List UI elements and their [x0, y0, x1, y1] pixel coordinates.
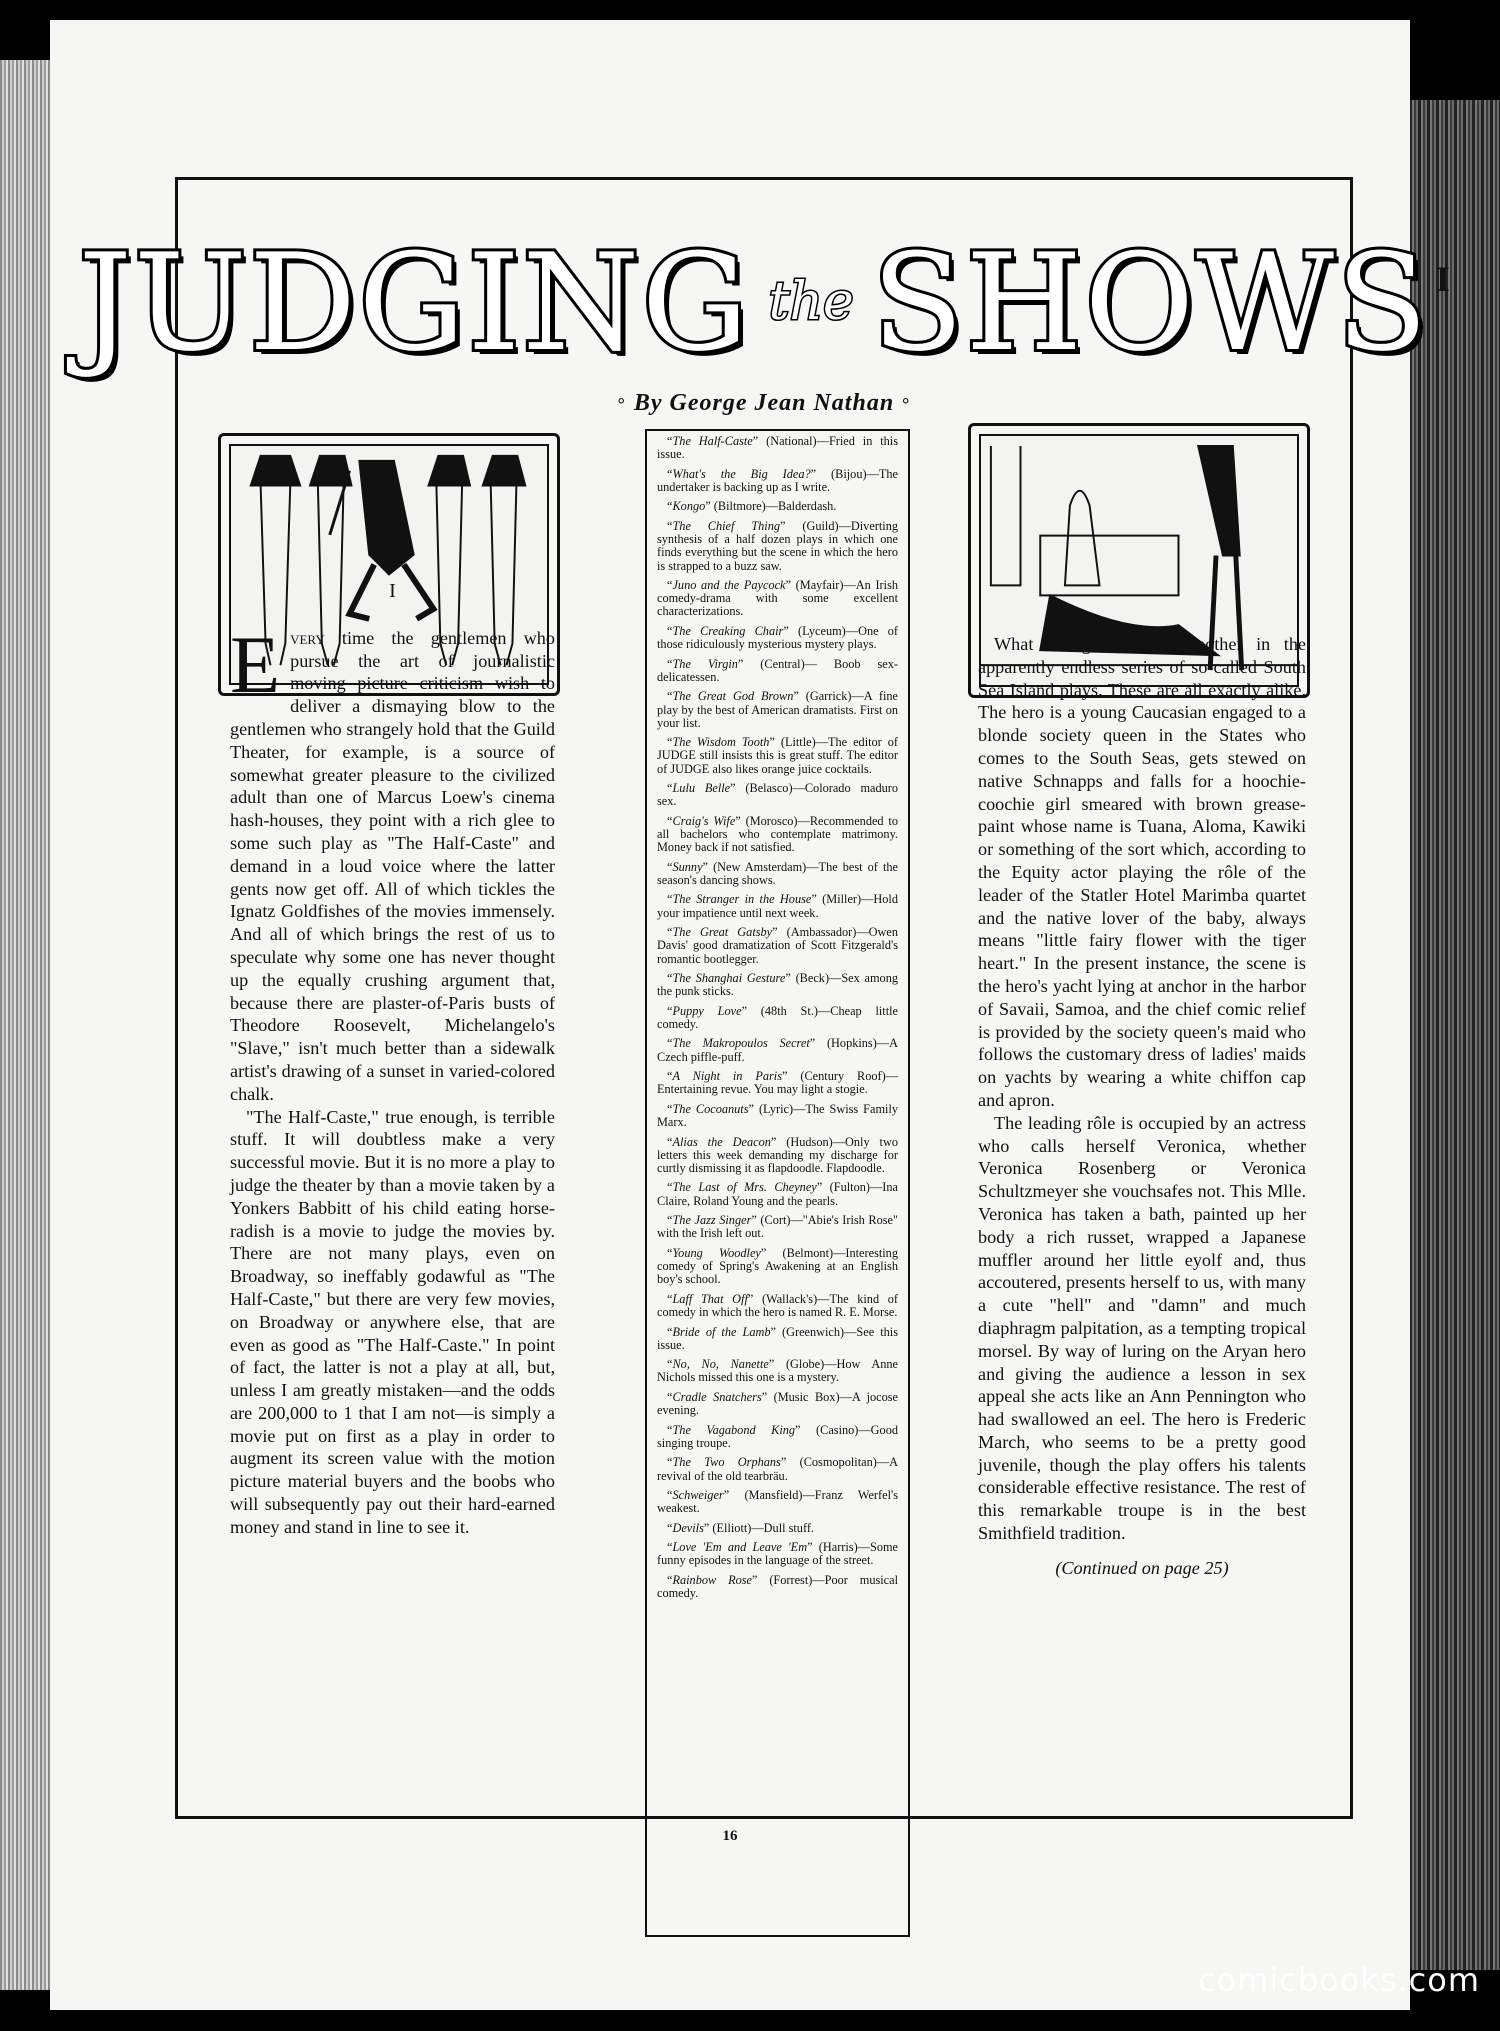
show-title: No, No, Nanette: [672, 1357, 769, 1372]
show-title: The Stranger in the House: [672, 892, 812, 907]
show-review: (48th St.)—Cheap little comedy.: [657, 1003, 898, 1031]
show-entry: “The Great Gatsby” (Ambassador)—Owen Davis' good dramatization of Scott Fitzgerald's romantic bootlegger.: [657, 925, 898, 966]
show-title: Lulu Belle: [672, 781, 731, 796]
show-review: (Central)— Boob sex-delicatessen.: [657, 656, 898, 684]
show-entry: “The Shanghai Gesture” (Beck)—Sex among the punk sticks.: [657, 971, 898, 999]
title-judging: JUDGING: [78, 225, 751, 381]
show-title: The Makropoulos Secret: [672, 1036, 810, 1051]
show-entry: “The Vagabond King” (Casino)—Good singing troupe.: [657, 1422, 898, 1450]
show-title: The Great Gatsby: [672, 925, 773, 940]
left-column: [230, 580, 555, 1539]
show-entry: “The Jazz Singer” (Cort)—"Abie's Irish Rose" with the Irish left out.: [657, 1213, 898, 1241]
show-review: (Guild)—Diverting synthesis of a half dozen plays in which one finds everything but the scene in which the hero is strapped to a buzz saw.: [657, 518, 899, 573]
show-title: The Cocoanuts: [672, 1101, 749, 1116]
show-title: Schweiger: [672, 1488, 724, 1503]
drop-cap: E: [230, 618, 281, 710]
show-title: Devils: [672, 1520, 704, 1535]
show-title: Love 'Em and Leave 'Em: [672, 1540, 808, 1555]
show-entry: “No, No, Nanette” (Globe)—How Anne Nichols missed this one is a mystery.: [657, 1357, 898, 1385]
show-review: (Century Roof)—Entertaining revue. You may light a stogie.: [657, 1069, 898, 1097]
show-entry: “Bride of the Lamb” (Greenwich)—See this issue.: [657, 1324, 898, 1352]
show-title: Young Woodley: [672, 1245, 761, 1260]
show-review: (Mansfield)—Franz Werfel's weakest.: [657, 1488, 898, 1516]
show-review: (Miller)—Hold your impatience until next week.: [657, 892, 898, 920]
show-title: A Night in Paris: [672, 1069, 783, 1084]
show-title: The Vagabond King: [672, 1422, 796, 1437]
show-title: The Wisdom Tooth: [672, 735, 770, 750]
show-title: The Half-Caste: [672, 434, 753, 448]
show-entry: “Craig's Wife” (Morosco)—Recommended to all bachelors who contemplate matrimony. Money back if not satisfied.: [657, 813, 898, 855]
watermark: comicbooks.com: [1197, 1961, 1480, 1999]
show-title: The Great God Brown: [672, 689, 794, 704]
show-entry: “A Night in Paris” (Century Roof)—Entertaining revue. You may light a stogie.: [657, 1069, 898, 1097]
show-review: (Hudson)—Only two letters this week demanding my discharge for curtly dismissing it as flapdoodle. Flapdoodle.: [657, 1134, 898, 1175]
show-title: Bride of the Lamb: [672, 1324, 771, 1339]
show-entry: “Lulu Belle” (Belasco)—Colorado maduro sex.: [657, 781, 899, 809]
show-entry: “Juno and the Paycock” (Mayfair)—An Irish comedy-drama with some excellent characterizations.: [657, 578, 898, 619]
continued-note: (Continued on page 25): [1055, 1557, 1229, 1578]
title-the: the: [768, 272, 854, 332]
show-entry: “Puppy Love” (48th St.)—Cheap little comedy.: [657, 1003, 898, 1031]
show-entry: “Young Woodley” (Belmont)—Interesting comedy of Spring's Awakening at an English boy's school.: [657, 1245, 898, 1287]
show-review: (Wallack's)—The kind of comedy in which the hero is named R. E. Morse.: [657, 1291, 898, 1319]
show-title: The Chief Thing: [672, 518, 781, 533]
show-title: The Jazz Singer: [672, 1213, 752, 1228]
show-title: What's the Big Idea?: [672, 466, 811, 481]
show-title: Craig's Wife: [672, 813, 736, 828]
paragraph-text: time the gentlemen who pursue the art of journalistic moving picture criticism wish to deliver a dismaying blow to the gentlemen who strangely hold that the Guild Theater, for example, is a source of somewhat greater pleasure to the civilized adult than one of Marcus Loew's cinema hash-houses, they point with a rich glee to some such play as "The Half-Caste" and demand in a loud voice where the latter gents now get off. All of which tickles the Ignatz Goldfishes of the movies immensely. And all of which brings the rest of us to speculate why some one has never thought up the equally crushing argument that, because there are plaster-of-Paris busts of Theodore Roosevelt, Michelangelo's "Slave," isn't much better than a sidewalk artist's drawing of a sunset in varied-colored chalk.: [230, 627, 555, 1104]
section-number: I: [389, 580, 396, 602]
title-roman-numeral: I: [1435, 259, 1450, 299]
show-entry: “The Great God Brown” (Garrick)—A fine play by the best of American dramatists. First on your list.: [657, 689, 898, 730]
show-title: Cradle Snatchers: [672, 1389, 762, 1404]
show-title: Laff That Off: [672, 1291, 748, 1306]
show-entry: “Love 'Em and Leave 'Em” (Harris)—Some funny episodes in the language of the street.: [657, 1540, 898, 1568]
show-entry: “The Makropoulos Secret” (Hopkins)—A Czech piffle-puff.: [657, 1036, 898, 1064]
show-review: (Elliott)—Dull stuff.: [709, 1520, 814, 1535]
show-title: The Shanghai Gesture: [672, 971, 786, 986]
show-review: (Lyceum)—One of those ridiculously mysterious mystery plays.: [657, 623, 898, 652]
page-number: 16: [722, 1828, 738, 1844]
show-title: The Virgin: [672, 656, 738, 671]
show-review: (Globe)—How Anne Nichols missed this one is a mystery.: [657, 1357, 898, 1385]
show-entry: “The Half-Caste” (National)—Fried in this issue.: [657, 434, 898, 462]
lead-small-caps: very: [290, 627, 325, 648]
show-title: The Two Orphans: [672, 1455, 781, 1470]
show-review: (Garrick)—A fine play by the best of American dramatists. First on your list.: [657, 689, 898, 730]
right-column: [978, 633, 1306, 1580]
show-review: (Ambassador)—Owen Davis' good dramatization of Scott Fitzgerald's romantic bootlegger.: [657, 925, 898, 966]
show-review: (Bijou)—The undertaker is backing up as I write.: [657, 466, 898, 494]
show-entry: “The Wisdom Tooth” (Little)—The editor of JUDGE still insists this is great stuff. The editor of JUDGE also likes orange juice cocktails.: [657, 735, 899, 776]
show-title: The Creaking Chair: [672, 623, 784, 638]
article-paragraph: The leading rôle is occupied by an actress who calls herself Veronica, whether Veronica Rosenberg or Veronica Schultzmeyer she vouchsafes not. This Mlle. Veronica has taken a bath, painted up her body a rich russet, wrapped a Japanese muffler around her little eyolf and, thus accoutered, presents herself to us, with many a cute "hell" and "damn" and much diaphragm palpitation, as a tempting tropical morsel. By way of luring on the Aryan hero and giving the audience a lesson in sex appeal she acts like an Ann Pennington who had swallowed an eel. The hero is Frederic March, who seems to be a pretty good juvenile, though the play offers his talents considerable effective resistance. The rest of this remarkable troupe is in the best Smithfield tradition.: [978, 1112, 1306, 1544]
byline: [178, 390, 1350, 417]
ornament-dot-icon: °: [617, 394, 626, 414]
show-entry: “Kongo” (Biltmore)—Balderdash.: [667, 499, 837, 514]
show-title: Puppy Love: [672, 1003, 742, 1018]
show-review: (Harris)—Some funny episodes in the language of the street.: [657, 1540, 898, 1568]
show-entry: “The Stranger in the House” (Miller)—Hold your impatience until next week.: [657, 892, 898, 920]
title-shows: SHOWS: [871, 225, 1430, 381]
show-entry: “The Creaking Chair” (Lyceum)—One of those ridiculously mysterious mystery plays.: [657, 623, 898, 652]
article-frame: [78, 177, 1450, 1819]
show-entry: “The Chief Thing” (Guild)—Diverting synthesis of a half dozen plays in which one finds everything but the scene in which the hero is strapped to a buzz saw.: [657, 518, 899, 573]
show-review: (Morosco)—Recommended to all bachelors who contemplate matrimony. Money back if not satisfied.: [657, 813, 898, 855]
show-entry: “Laff That Off” (Wallack's)—The kind of comedy in which the hero is named R. E. Morse.: [657, 1291, 898, 1319]
show-review: (Forrest)—Poor musical comedy.: [657, 1572, 899, 1601]
show-review: (Little)—The editor of JUDGE still insists this is great stuff. The editor of JUDGE also likes orange juice cocktails.: [657, 735, 899, 776]
show-review: (Casino)—Good singing troupe.: [657, 1422, 898, 1450]
show-review: (Belmont)—Interesting comedy of Spring's Awakening at an English boy's school.: [657, 1245, 898, 1287]
ornament-dot-icon: °: [902, 394, 911, 414]
show-entry: “Alias the Deacon” (Hudson)—Only two letters this week demanding my discharge for curtly dismissing it as flapdoodle. Flapdoodle.: [657, 1134, 898, 1175]
show-entry: “The Last of Mrs. Cheyney” (Fulton)—Ina Claire, Roland Young and the pearls.: [657, 1180, 898, 1208]
show-entry: “Devils” (Elliott)—Dull stuff.: [667, 1520, 814, 1535]
show-entry: “Cradle Snatchers” (Music Box)—A jocose evening.: [657, 1389, 898, 1418]
show-entry: “The Cocoanuts” (Lyric)—The Swiss Family Marx.: [657, 1101, 899, 1130]
show-review: (Cosmopolitan)—A revival of the old tearbräu.: [657, 1455, 898, 1483]
show-review: (Cort)—"Abie's Irish Rose" with the Irish left out.: [657, 1213, 898, 1241]
show-title: Alias the Deacon: [672, 1134, 771, 1149]
show-entry: “What's the Big Idea?” (Bijou)—The undertaker is backing up as I write.: [657, 466, 898, 494]
show-entry: “The Two Orphans” (Cosmopolitan)—A revival of the old tearbräu.: [657, 1455, 898, 1483]
show-title: Rainbow Rose: [672, 1572, 752, 1587]
show-title: Kongo: [672, 499, 706, 514]
show-review: (New Amsterdam)—The best of the season's dancing shows.: [657, 859, 898, 887]
show-review: (Lyric)—The Swiss Family Marx.: [657, 1101, 899, 1130]
show-review: (Belasco)—Colorado maduro sex.: [657, 781, 899, 809]
show-entry: “Schweiger” (Mansfield)—Franz Werfel's weakest.: [657, 1488, 898, 1516]
show-review: (Greenwich)—See this issue.: [657, 1324, 898, 1352]
show-review: (Music Box)—A jocose evening.: [657, 1389, 898, 1418]
show-entry: “Rainbow Rose” (Forrest)—Poor musical comedy.: [657, 1572, 899, 1601]
byline-text: By George Jean Nathan: [633, 390, 895, 416]
show-entry: “Sunny” (New Amsterdam)—The best of the season's dancing shows.: [657, 859, 898, 887]
current-shows-list: [645, 429, 910, 1937]
show-review: (Fulton)—Ina Claire, Roland Young and the pearls.: [657, 1180, 898, 1208]
show-title: The Last of Mrs. Cheyney: [672, 1180, 817, 1195]
show-review: (Mayfair)—An Irish comedy-drama with some excellent characterizations.: [657, 578, 898, 619]
article-paragraph: "The Half-Caste," true enough, is terrible stuff. It will doubtless make a very successful movie. But it is no more a play to judge the theater by than a movie taken by a Yonkers Babbitt of his child eating horse-radish is a movie to judge the movies by. There are not many plays, even on Broadway, so ineffably godawful as "The Half-Caste," but there are very few movies, on Broadway or anywhere else, that are even as good as "The Half-Caste." In point of fact, the latter is not a play at all, but, unless I am greatly mistaken—and the odds are 200,000 to 1 that I am not—is simply a movie put on first as a play in order to augment its screen value with the motion picture material buyers and the boobs who will subsequently pay out their hard-earned money and stand in line to see it.: [230, 1106, 555, 1537]
show-review: (National)—Fried in this issue.: [657, 434, 898, 462]
article-paragraph: What we get here is another in the apparently endless series of so-called South Sea Island plays. These are all exactly alike. The hero is a young Caucasian engaged to a blonde society queen in the States who comes to the South Seas, gets stewed on native Schnapps and falls for a hoochie-coochie girl smeared with brown grease-paint whose name is Tuana, Aloma, Kawiki or something of the sort which, according to the Equity actor playing the rôle of the leader of the Statler Hotel Marimba quartet and the native lover of the baby, always means "little fairy flower with the tiger heart." In the present instance, the scene is the hero's yacht lying at anchor in the harbor of Savaii, Samoa, and the chief comic relief is provided by the society queen's maid who follows the customary dress of ladies' maids on yachts by wearing a white chiffon cap and apron.: [978, 634, 1306, 1110]
article-title: [78, 220, 1450, 381]
show-title: Juno and the Paycock: [672, 578, 786, 593]
article-paragraph: [230, 618, 555, 1106]
show-review: (Hopkins)—A Czech piffle-puff.: [657, 1036, 898, 1064]
show-entry: “The Virgin” (Central)— Boob sex-delicatessen.: [657, 656, 898, 684]
magazine-page: [50, 20, 1450, 2010]
show-title: Sunny: [672, 859, 703, 874]
show-review: (Beck)—Sex among the punk sticks.: [657, 971, 898, 999]
show-review: (Biltmore)—Balderdash.: [710, 499, 837, 514]
